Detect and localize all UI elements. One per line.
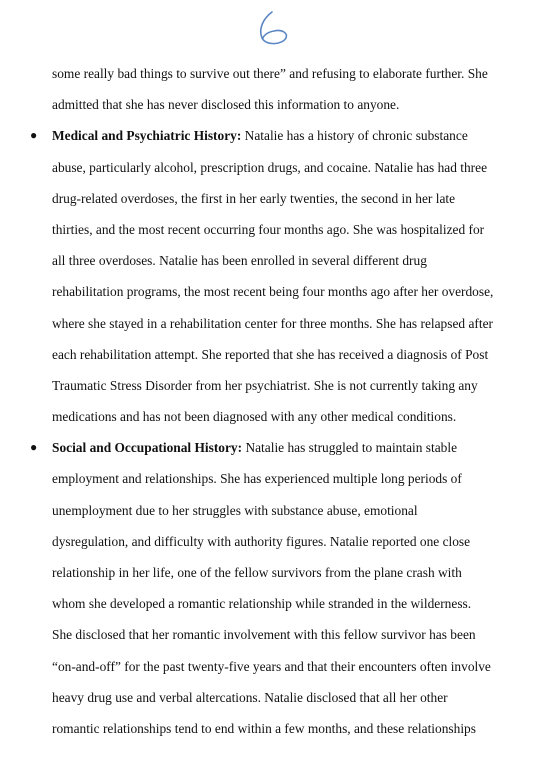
paragraph-line: abuse, particularly alcohol, prescription drugs, and cocaine. Natalie has had three (52, 159, 488, 175)
paragraph-line: drug-related overdoses, the first in her early twenties, the second in her late (52, 190, 456, 206)
paragraph-line: rehabilitation programs, the most recent being four months ago after her overdose, (52, 284, 494, 300)
medical-history-bullet (0, 120, 540, 151)
paragraph-line: medications and has not been diagnosed with any other medical conditions. (52, 409, 457, 425)
paragraph-line: where she stayed in a rehabilitation center for three months. She has relapsed after (52, 315, 493, 331)
bullet-icon: ● (30, 440, 38, 455)
paragraph-line: She disclosed that her romantic involvement with this fellow survivor has been (52, 627, 476, 643)
paragraph-line: whom she developed a romantic relationship while stranded in the wilderness. (52, 596, 472, 612)
paragraph-text: Natalie has struggled to maintain stable (242, 440, 458, 456)
document-body (0, 58, 540, 744)
bullet-icon: ● (30, 128, 38, 143)
handwritten-page-number-mark (252, 8, 292, 48)
section-label: Social and Occupational History: (52, 440, 243, 456)
paragraph-text: Natalie has a history of chronic substance (241, 128, 468, 144)
paragraph-line: admitted that she has never disclosed this information to anyone. (52, 97, 400, 113)
paragraph-line: employment and relationships. She has experienced multiple long periods of (52, 471, 462, 487)
paragraph-line: romantic relationships tend to end within a few months, and these relationships (52, 720, 476, 736)
paragraph-line: each rehabilitation attempt. She reported that she has received a diagnosis of Post (52, 346, 489, 362)
paragraph-line: Traumatic Stress Disorder from her psychiatrist. She is not currently taking any (52, 377, 478, 393)
paragraph-line: all three overdoses. Natalie has been enrolled in several different drug (52, 253, 427, 269)
section-label: Medical and Psychiatric History: (52, 128, 242, 144)
paragraph-line: heavy drug use and verbal altercations. Natalie disclosed that all her other (52, 689, 448, 705)
paragraph-line: dysregulation, and difficulty with authority figures. Natalie reported one close (52, 533, 471, 549)
paragraph-line: “on-and-off” for the past twenty-five years and that their encounters often involve (52, 658, 491, 674)
paragraph-line: relationship in her life, one of the fellow survivors from the plane crash with (52, 565, 462, 580)
paragraph-line: unemployment due to her struggles with substance abuse, emotional (52, 502, 418, 518)
paragraph-line: thirties, and the most recent occurring four months ago. She was hospitalized for (52, 221, 485, 237)
social-history-bullet (0, 432, 540, 463)
paragraph-line: some really bad things to survive out there” and refusing to elaborate further. She (52, 66, 488, 81)
